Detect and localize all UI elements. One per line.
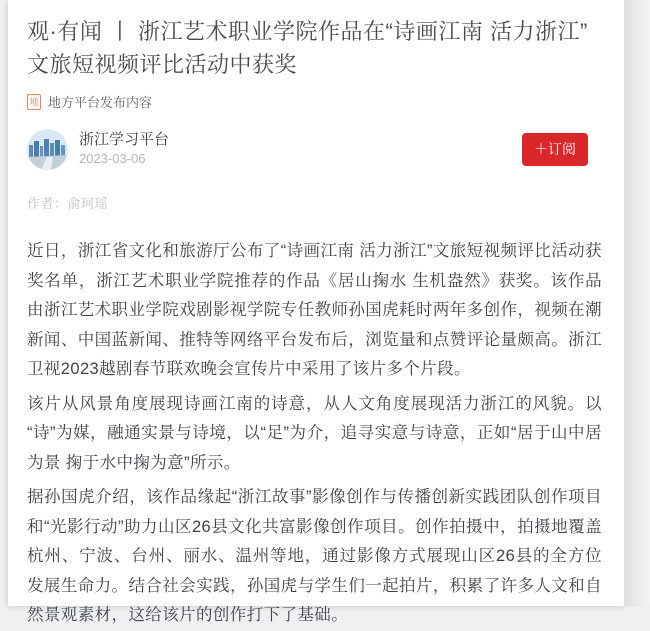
paragraph-2: 该片从风景角度展现诗画江南的诗意，从人文角度展现活力浙江的风貌。以“诗”为媒，融通实景与诗境，以“足”为介，追寻实意与诗意，正如“居于山中居为景 掬于水中掬为意”所示。 <box>27 394 602 472</box>
publish-date: 2023-03-06 <box>79 151 146 166</box>
publisher-name[interactable]: 浙江学习平台 <box>79 131 170 148</box>
author-line: 作者：俞珂瑶 <box>27 196 109 211</box>
paragraph-3: 据孙国虎介绍，该作品缘起“浙江故事”影像创作与传播创新实践团队创作项目和“光影行动”助力山区26县文化共富影像创作项目。创作拍摄中，拍摄地覆盖杭州、宁波、台州、丽水、温州等地，通过影像方式展现山区26县的全方位发展生命力。结合社会实践，孙国虎与学生们一起拍片，积累了许多人文和自然景观素材，这给该片的创作打下了基础。 <box>27 488 602 624</box>
page-title: 观·有闻 丨 浙江艺术职业学院作品在“诗画江南 活力浙江”文旅短视频评比活动中获奖 <box>27 19 588 77</box>
page-right-gutter <box>624 0 650 606</box>
badge-label: 地方平台发布内容 <box>48 95 153 110</box>
content-source-badge <box>27 92 602 111</box>
publisher-meta <box>79 130 522 168</box>
local-platform-icon: 地 <box>27 94 41 110</box>
paragraph-1: 近日，浙江省文化和旅游厅公布了“诗画江南 活力浙江”文旅短视频评比活动获奖名单，浙江艺术职业学院推荐的作品《居山掬水 生机盎然》获奖。该作品由浙江艺术职业学院戏剧影视学院专任教师孙国虎耗时两年多创作，视频在潮新闻、中国蓝新闻、推特等网络平台发布后，浏览量和点赞评论量颇高。浙江卫视2023越剧春节联欢晚会宣传片中采用了该片多个片段。 <box>27 242 602 378</box>
city-skyline-avatar-image <box>27 129 68 170</box>
publisher-avatar[interactable] <box>27 129 68 170</box>
article-page <box>8 0 624 624</box>
subscribe-button[interactable]: ＋订阅 <box>522 133 588 166</box>
article-body <box>27 237 602 631</box>
publisher-card <box>27 128 602 170</box>
